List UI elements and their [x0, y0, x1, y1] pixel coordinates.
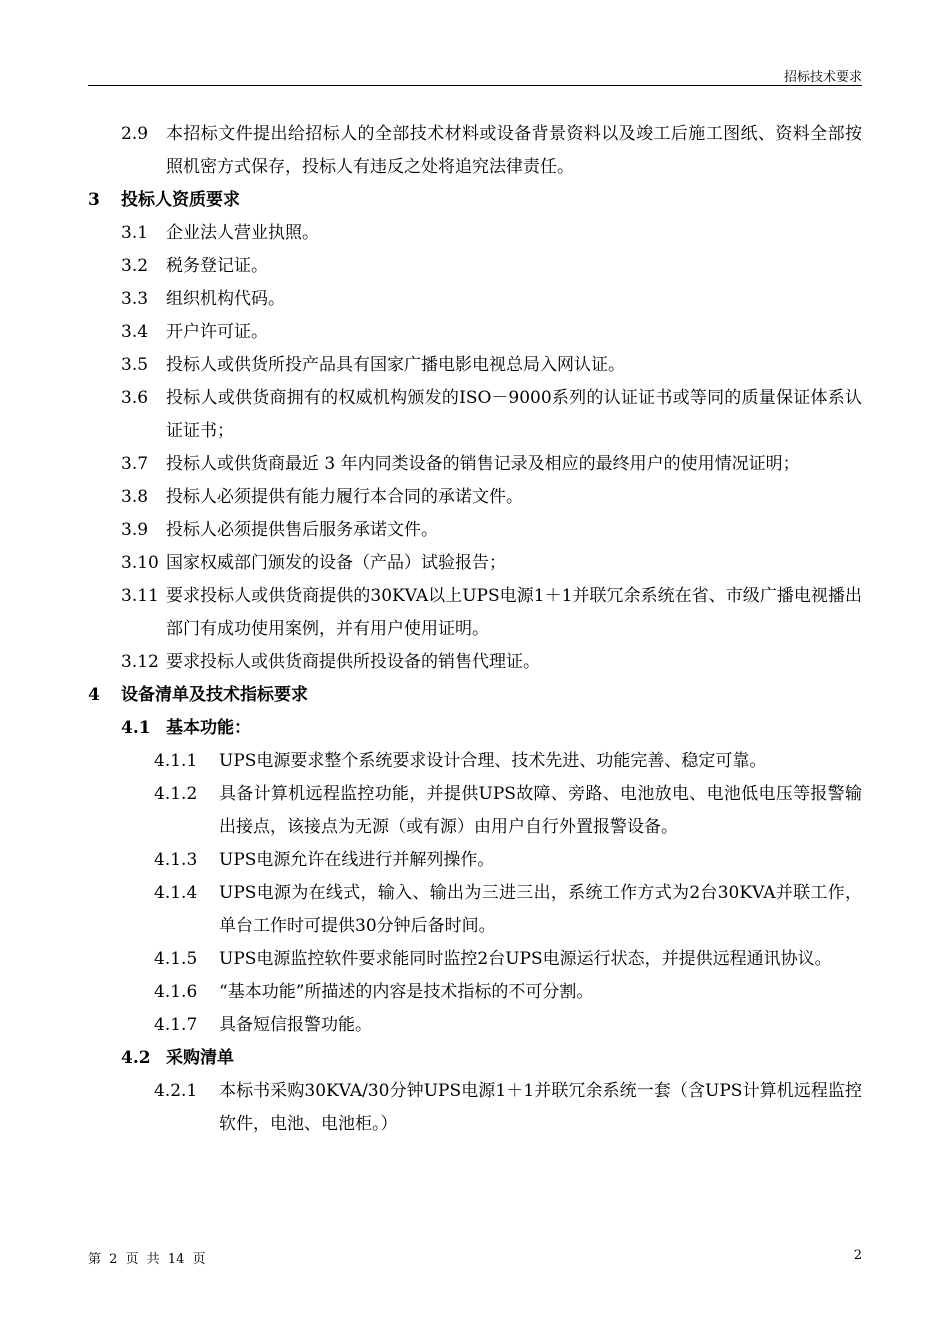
- header-rule: [88, 85, 862, 86]
- clause-3-12: [0, 646, 950, 679]
- clause-2-9: [0, 118, 950, 184]
- clause-number: 4.2.1: [154, 1081, 198, 1101]
- page-number: 2: [853, 1248, 862, 1263]
- clause-4-1-2: [0, 778, 950, 844]
- clause-text: “基本功能”所描述的内容是技术指标的不可分割。: [219, 982, 594, 1002]
- subsection-4-2-heading: [0, 1042, 950, 1075]
- section-number: 4: [88, 685, 100, 705]
- clause-number: 3.9: [121, 520, 149, 540]
- clause-text: 投标人必须提供售后服务承诺文件。: [166, 520, 438, 540]
- clause-3-7: [0, 448, 950, 481]
- clause-3-6: [0, 382, 950, 448]
- clause-4-1-4: [0, 877, 950, 943]
- clause-number: 3.3: [121, 289, 149, 309]
- clause-number: 3.2: [121, 256, 149, 276]
- clause-3-5: [0, 349, 950, 382]
- clause-text: 具备计算机远程监控功能，并提供UPS故障、旁路、电池放电、电池低电压等报警输出接点，该接点为无源（或有源）由用户自行外置报警设备。: [219, 784, 862, 837]
- clause-number: 4.1.3: [154, 850, 198, 870]
- clause-text: 本招标文件提出给招标人的全部技术材料或设备背景资料以及竣工后施工图纸、资料全部按照机密方式保存，投标人有违反之处将追究法律责任。: [166, 124, 862, 177]
- clause-4-1-5: [0, 943, 950, 976]
- clause-text: 投标人或供货商拥有的权威机构颁发的ISO－9000系列的认证证书或等同的质量保证体系认证证书；: [166, 388, 862, 441]
- subsection-title: 基本功能：: [166, 718, 251, 738]
- clause-number: 3.6: [121, 388, 149, 408]
- clause-text: 组织机构代码。: [166, 289, 285, 309]
- clause-text: 具备短信报警功能。: [219, 1015, 372, 1035]
- section-title: 投标人资质要求: [121, 190, 240, 210]
- clause-4-2-1: [0, 1075, 950, 1141]
- subsection-number: 4.1: [121, 718, 151, 738]
- clause-text: 税务登记证。: [166, 256, 268, 276]
- clause-number: 4.1.2: [154, 784, 198, 804]
- clause-4-1-6: [0, 976, 950, 1009]
- clause-text: 要求投标人或供货商提供所投设备的销售代理证。: [166, 652, 540, 672]
- subsection-4-1-heading: [0, 712, 950, 745]
- clause-number: 3.10: [121, 553, 159, 573]
- clause-number: 4.1.5: [154, 949, 198, 969]
- clause-number: 3.12: [121, 652, 159, 672]
- clause-number: 4.1.1: [154, 751, 198, 771]
- clause-number: 3.5: [121, 355, 149, 375]
- clause-3-9: [0, 514, 950, 547]
- clause-4-1-3: [0, 844, 950, 877]
- clause-text: 要求投标人或供货商提供的30KVA以上UPS电源1＋1并联冗余系统在省、市级广播电视播出部门有成功使用案例，并有用户使用证明。: [166, 586, 862, 639]
- section-number: 3: [88, 190, 100, 210]
- clause-text: 企业法人营业执照。: [166, 223, 319, 243]
- clause-number: 3.4: [121, 322, 149, 342]
- header-title: 招标技术要求: [783, 70, 862, 85]
- clause-text: UPS电源允许在线进行并解列操作。: [219, 850, 495, 870]
- document-body: [0, 118, 950, 1141]
- clause-text: 投标人必须提供有能力履行本合同的承诺文件。: [166, 487, 523, 507]
- clause-number: 4.1.4: [154, 883, 198, 903]
- clause-number: 4.1.7: [154, 1015, 198, 1035]
- clause-text: 本标书采购30KVA/30分钟UPS电源1＋1并联冗余系统一套（含UPS计算机远程监控软件，电池、电池柜。）: [219, 1081, 862, 1134]
- clause-text: 开户许可证。: [166, 322, 268, 342]
- section-title: 设备清单及技术指标要求: [121, 685, 308, 705]
- clause-number: 3.8: [121, 487, 149, 507]
- clause-3-10: [0, 547, 950, 580]
- clause-3-8: [0, 481, 950, 514]
- subsection-number: 4.2: [121, 1048, 151, 1068]
- clause-number: 3.7: [121, 454, 149, 474]
- clause-number: 4.1.6: [154, 982, 198, 1002]
- clause-text: UPS电源要求整个系统要求设计合理、技术先进、功能完善、稳定可靠。: [219, 751, 767, 771]
- page-info: 第 2 页 共 14 页: [88, 1252, 206, 1267]
- clause-4-1-1: [0, 745, 950, 778]
- section-4-heading: [0, 679, 950, 712]
- clause-3-2: [0, 250, 950, 283]
- clause-text: 投标人或供货商最近 3 年内同类设备的销售记录及相应的最终用户的使用情况证明；: [166, 454, 800, 474]
- clause-number: 2.9: [121, 124, 149, 144]
- subsection-title: 采购清单: [166, 1048, 234, 1068]
- clause-text: UPS电源为在线式，输入、输出为三进三出，系统工作方式为2台30KVA并联工作，单台工作时可提供30分钟后备时间。: [219, 883, 862, 936]
- section-3-heading: [0, 184, 950, 217]
- clause-3-3: [0, 283, 950, 316]
- clause-text: UPS电源监控软件要求能同时监控2台UPS电源运行状态，并提供远程通讯协议。: [219, 949, 832, 969]
- clause-text: 国家权威部门颁发的设备（产品）试验报告；: [166, 553, 506, 573]
- clause-4-1-7: [0, 1009, 950, 1042]
- clause-number: 3.11: [121, 586, 159, 606]
- clause-text: 投标人或供货所投产品具有国家广播电影电视总局入网认证。: [166, 355, 625, 375]
- clause-3-11: [0, 580, 950, 646]
- clause-3-4: [0, 316, 950, 349]
- clause-3-1: [0, 217, 950, 250]
- clause-number: 3.1: [121, 223, 149, 243]
